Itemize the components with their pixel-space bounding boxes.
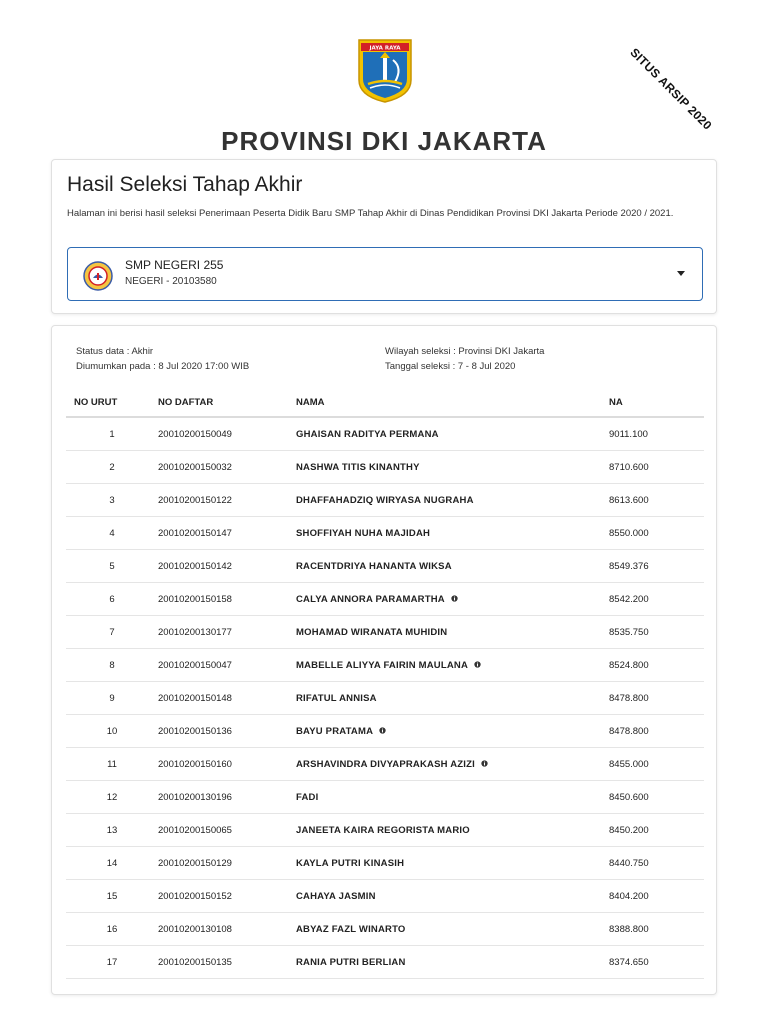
- student-name: [296, 417, 609, 451]
- column-header: NA: [609, 389, 704, 417]
- row-number-text: 6: [109, 593, 115, 605]
- row-number: [66, 847, 158, 880]
- column-header: NAMA: [296, 389, 609, 417]
- final-score-text: 8535.750: [609, 626, 649, 638]
- registration-number: [158, 484, 296, 517]
- school-select[interactable]: [67, 247, 703, 301]
- registration-number: [158, 550, 296, 583]
- registration-number-text: 20010200150160: [158, 758, 232, 770]
- final-score: [609, 715, 704, 748]
- student-name: [296, 451, 609, 484]
- student-name-text: RIFATUL ANNISA: [296, 692, 377, 704]
- final-score: [609, 847, 704, 880]
- student-name: [296, 649, 609, 682]
- row-number: [66, 517, 158, 550]
- school-name: SMP NEGERI 255: [125, 258, 224, 272]
- table-row: [66, 781, 704, 814]
- row-number-text: 16: [106, 923, 118, 935]
- registration-number: [158, 781, 296, 814]
- table-row: [66, 451, 704, 484]
- row-number: [66, 880, 158, 913]
- table-row: [66, 550, 704, 583]
- final-score-text: 8450.200: [609, 824, 649, 836]
- status-text: Status data : Akhir: [76, 346, 154, 357]
- final-score: [609, 748, 704, 781]
- student-name-text: CAHAYA JASMIN: [296, 890, 376, 902]
- final-score: [609, 517, 704, 550]
- student-name-text: GHAISAN RADITYA PERMANA: [296, 428, 439, 440]
- row-number: [66, 484, 158, 517]
- row-number-text: 11: [107, 758, 117, 770]
- row-number-text: 14: [106, 857, 118, 869]
- student-name: [296, 880, 609, 913]
- student-name-text: ARSHAVINDRA DIVYAPRAKASH AZIZI: [296, 758, 475, 770]
- registration-number-text: 20010200150152: [158, 890, 232, 902]
- registration-number-text: 20010200150065: [158, 824, 232, 836]
- table-row: [66, 913, 704, 946]
- final-score: [609, 682, 704, 715]
- region-meta: [385, 344, 544, 374]
- registration-number: [158, 913, 296, 946]
- table-row: [66, 748, 704, 781]
- student-name: [296, 715, 609, 748]
- registration-number-text: 20010200150148: [158, 692, 232, 704]
- final-score-text: 8710.600: [609, 461, 649, 473]
- student-name-text: SHOFFIYAH NUHA MAJIDAH: [296, 527, 431, 539]
- final-score: [609, 484, 704, 517]
- registration-number-text: 20010200150129: [158, 857, 232, 869]
- student-name: [296, 517, 609, 550]
- table-row: [66, 880, 704, 913]
- row-number-text: 7: [109, 626, 115, 638]
- row-number-text: 12: [106, 791, 118, 803]
- student-name-text: KAYLA PUTRI KINASIH: [296, 857, 405, 869]
- registration-number: [158, 880, 296, 913]
- student-name: [296, 550, 609, 583]
- final-score-text: 8404.200: [609, 890, 649, 902]
- final-score-text: 8478.800: [609, 692, 649, 704]
- registration-number: [158, 649, 296, 682]
- registration-number-text: 20010200150142: [158, 560, 232, 572]
- student-name: [296, 814, 609, 847]
- registration-number-text: 20010200150122: [158, 494, 232, 506]
- registration-number-text: 20010200150147: [158, 527, 232, 539]
- svg-text:JAYA RAYA: JAYA RAYA: [369, 45, 401, 52]
- row-number-text: 4: [109, 527, 115, 539]
- info-icon[interactable]: [379, 727, 386, 734]
- row-number: [66, 451, 158, 484]
- final-score-text: 8542.200: [609, 593, 649, 605]
- final-score-text: 8550.000: [609, 527, 649, 539]
- final-score: [609, 417, 704, 451]
- registration-number-text: 20010200130177: [158, 626, 232, 638]
- row-number: [66, 583, 158, 616]
- selection-date-text: Tanggal seleksi : 7 - 8 Jul 2020: [385, 361, 516, 372]
- row-number: [66, 946, 158, 979]
- final-score-text: 8549.376: [609, 560, 649, 572]
- table-row: [66, 847, 704, 880]
- row-number-text: 13: [106, 824, 118, 836]
- row-number-text: 8: [109, 659, 115, 671]
- table-row: [66, 649, 704, 682]
- table-row: [66, 616, 704, 649]
- row-number: [66, 781, 158, 814]
- student-name: [296, 682, 609, 715]
- table-header-row: [66, 389, 704, 417]
- registration-number-text: 20010200150049: [158, 428, 232, 440]
- table-row: [66, 517, 704, 550]
- table-row: [66, 682, 704, 715]
- announced-text: Diumumkan pada : 8 Jul 2020 17:00 WIB: [76, 361, 250, 372]
- student-name: [296, 748, 609, 781]
- student-name-text: RACENTDRIYA HANANTA WIKSA: [296, 560, 452, 572]
- row-number-text: 10: [106, 725, 118, 737]
- registration-number: [158, 748, 296, 781]
- student-name: [296, 583, 609, 616]
- student-name-text: FADI: [296, 791, 319, 803]
- final-score-text: 8455.000: [609, 758, 649, 770]
- row-number: [66, 913, 158, 946]
- registration-number: [158, 616, 296, 649]
- registration-number: [158, 847, 296, 880]
- info-icon[interactable]: [481, 760, 488, 767]
- results-table: [66, 389, 704, 979]
- row-number-text: 5: [109, 560, 115, 572]
- final-score: [609, 946, 704, 979]
- registration-number: [158, 417, 296, 451]
- student-name: [296, 484, 609, 517]
- column-header: NO DAFTAR: [158, 389, 296, 417]
- row-number-text: 3: [109, 494, 115, 506]
- info-icon[interactable]: [451, 595, 458, 602]
- row-number: [66, 550, 158, 583]
- registration-number: [158, 814, 296, 847]
- registration-number-text: 20010200150136: [158, 725, 232, 737]
- registration-number: [158, 946, 296, 979]
- final-score-text: 8613.600: [609, 494, 649, 506]
- table-row: [66, 814, 704, 847]
- column-header: NO URUT: [66, 389, 158, 417]
- results-card: [51, 325, 717, 995]
- final-score: [609, 814, 704, 847]
- final-score-text: 8450.600: [609, 791, 649, 803]
- row-number: [66, 417, 158, 451]
- student-name-text: RANIA PUTRI BERLIAN: [296, 956, 406, 968]
- row-number: [66, 649, 158, 682]
- selection-card: [51, 159, 717, 314]
- registration-number-text: 20010200150158: [158, 593, 232, 605]
- final-score-text: 8440.750: [609, 857, 649, 869]
- table-row: [66, 583, 704, 616]
- table-row: [66, 484, 704, 517]
- table-row: [66, 715, 704, 748]
- archive-ribbon: SITUS ARSIP 2020: [627, 45, 715, 133]
- row-number-text: 1: [109, 428, 115, 440]
- student-name: [296, 946, 609, 979]
- student-name-text: BAYU PRATAMA: [296, 725, 374, 737]
- table-row: [66, 417, 704, 451]
- caret-down-icon[interactable]: [675, 267, 687, 279]
- status-meta: [76, 344, 249, 374]
- page-title: PROVINSI DKI JAKARTA: [221, 126, 547, 156]
- final-score: [609, 880, 704, 913]
- student-name-text: MOHAMAD WIRANATA MUHIDIN: [296, 626, 448, 638]
- registration-number: [158, 715, 296, 748]
- registration-number-text: 20010200130108: [158, 923, 232, 935]
- final-score-text: 8478.800: [609, 725, 649, 737]
- section-description: Halaman ini berisi hasil seleksi Penerimaan Peserta Didik Baru SMP Tahap Akhir di Dinas Pendidikan Provinsi DKI Jakarta Periode 2020 / 2021.: [67, 208, 674, 219]
- row-number-text: 17: [106, 956, 118, 968]
- section-title: Hasil Seleksi Tahap Akhir: [67, 173, 303, 196]
- row-number: [66, 814, 158, 847]
- student-name-text: NASHWA TITIS KINANTHY: [296, 461, 420, 473]
- registration-number: [158, 451, 296, 484]
- student-name-text: MABELLE ALIYYA FAIRIN MAULANA: [296, 659, 469, 671]
- school-logo-icon: [83, 261, 113, 291]
- registration-number-text: 20010200150047: [158, 659, 232, 671]
- final-score: [609, 649, 704, 682]
- final-score: [609, 583, 704, 616]
- student-name-text: CALYA ANNORA PARAMARTHA: [296, 593, 445, 605]
- row-number: [66, 748, 158, 781]
- final-score-text: 8374.650: [609, 956, 649, 968]
- row-number-text: 2: [109, 461, 115, 473]
- registration-number: [158, 682, 296, 715]
- info-icon[interactable]: [474, 661, 481, 668]
- registration-number-text: 20010200150032: [158, 461, 232, 473]
- student-name-text: DHAFFAHADZIQ WIRYASA NUGRAHA: [296, 494, 474, 506]
- student-name: [296, 781, 609, 814]
- dki-jakarta-emblem: [355, 38, 415, 104]
- row-number: [66, 616, 158, 649]
- registration-number: [158, 517, 296, 550]
- final-score-text: 9011.100: [609, 428, 648, 440]
- school-subtitle: NEGERI - 20103580: [125, 276, 217, 287]
- student-name-text: ABYAZ FAZL WINARTO: [296, 923, 406, 935]
- registration-number: [158, 583, 296, 616]
- final-score-text: 8388.800: [609, 923, 649, 935]
- final-score: [609, 616, 704, 649]
- student-name: [296, 847, 609, 880]
- registration-number-text: 20010200130196: [158, 791, 232, 803]
- final-score: [609, 913, 704, 946]
- final-score: [609, 550, 704, 583]
- registration-number-text: 20010200150135: [158, 956, 232, 968]
- row-number: [66, 715, 158, 748]
- final-score-text: 8524.800: [609, 659, 649, 671]
- row-number-text: 15: [106, 890, 118, 902]
- table-row: [66, 946, 704, 979]
- region-text: Wilayah seleksi : Provinsi DKI Jakarta: [385, 346, 545, 357]
- student-name: [296, 616, 609, 649]
- row-number-text: 9: [109, 692, 115, 704]
- student-name: [296, 913, 609, 946]
- final-score: [609, 451, 704, 484]
- final-score: [609, 781, 704, 814]
- row-number: [66, 682, 158, 715]
- student-name-text: JANEETA KAIRA REGORISTA MARIO: [296, 824, 470, 836]
